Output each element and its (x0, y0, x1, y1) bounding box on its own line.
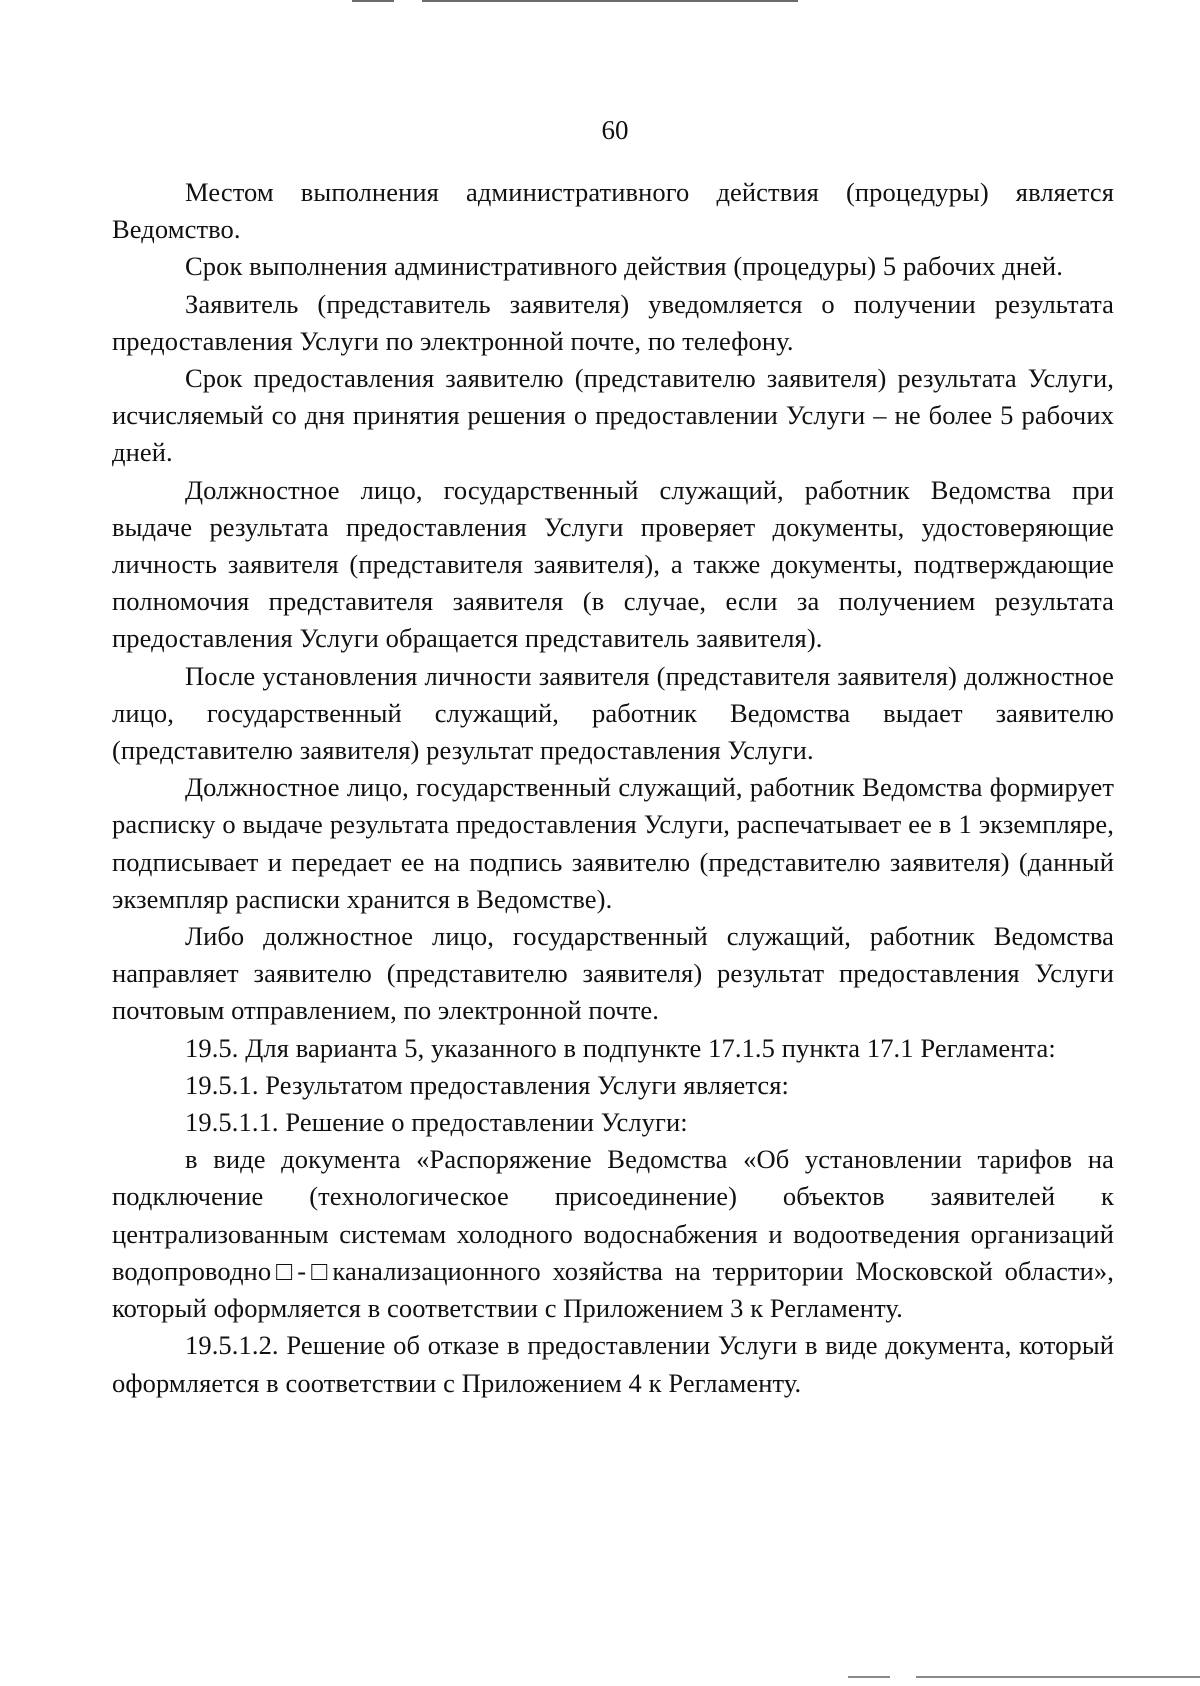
paragraph-notification: Заявитель (представитель заявителя) уведомляется о получении результата предоставления Услуги по электронной почте, по телефону. (112, 288, 1114, 356)
paragraph-document-check: Должностное лицо, государственный служащий, работник Ведомства при выдаче результата предоставления Услуги проверяет документы, удостоверяющие личность заявителя (представителя заявителя), а также документы, подтверждающие полномочия представителя заявителя (в случае, если за получением результата предоставления Услуги обращается представитель заявителя). (112, 474, 1114, 654)
scan-edge-bottom-left (848, 1676, 890, 1678)
scan-edge-top-right (422, 0, 798, 2)
scan-edge-bottom-right (916, 1676, 1200, 1678)
section-19-5-1-2: 19.5.1.2. Решение об отказе в предоставлении Услуги в виде документа, который оформляется в соответствии с Приложением 4 к Регламенту. (112, 1330, 1114, 1398)
document-body (112, 174, 1114, 1402)
page-number: 60 (601, 115, 629, 145)
paragraph-decision-document: в виде документа «Распоряжение Ведомства «Об установлении тарифов на подключение (технологическое присоединение) объектов заявителей к централизованным системам холодного водоснабжения и водоотведения организаций водопроводно□-□канализационного хозяйства на территории Московской области», который оформляется в соответствии с Приложением 3 к Регламенту. (112, 1144, 1114, 1324)
paragraph-action-term: Срок выполнения административного действия (процедуры) 5 рабочих дней. (185, 251, 1063, 282)
scan-edge-top-left (352, 0, 394, 2)
section-19-5: 19.5. Для варианта 5, указанного в подпункте 17.1.5 пункта 17.1 Регламента: (185, 1032, 1056, 1063)
paragraph-result-term: Срок предоставления заявителю (представителю заявителя) результата Услуги, исчисляемый со дня принятия решения о предоставлении Услуги – не более 5 рабочих дней. (112, 363, 1114, 468)
section-19-5-1-1: 19.5.1.1. Решение о предоставлении Услуги: (185, 1107, 688, 1138)
paragraph-place-of-action: Местом выполнения административного действия (процедуры) является Ведомство. (112, 177, 1114, 245)
paragraph-result-issue: После установления личности заявителя (представителя заявителя) должностное лицо, государственный служащий, работник Ведомства выдает заявителю (представителю заявителя) результат предоставления Услуги. (112, 660, 1114, 766)
paragraph-receipt: Должностное лицо, государственный служащий, работник Ведомства формирует расписку о выдаче результата предоставления Услуги, распечатывает ее в 1 экземпляре, подписывает и передает ее на подпись заявителю (представителю заявителя) (данный экземпляр расписки хранится в Ведомстве). (112, 772, 1114, 914)
section-19-5-1: 19.5.1. Результатом предоставления Услуги является: (185, 1069, 789, 1100)
paragraph-postal-delivery: Либо должностное лицо, государственный служащий, работник Ведомства направляет заявителю (представителю заявителя) результат предоставления Услуги почтовым отправлением, по электронной почте. (112, 921, 1114, 1026)
